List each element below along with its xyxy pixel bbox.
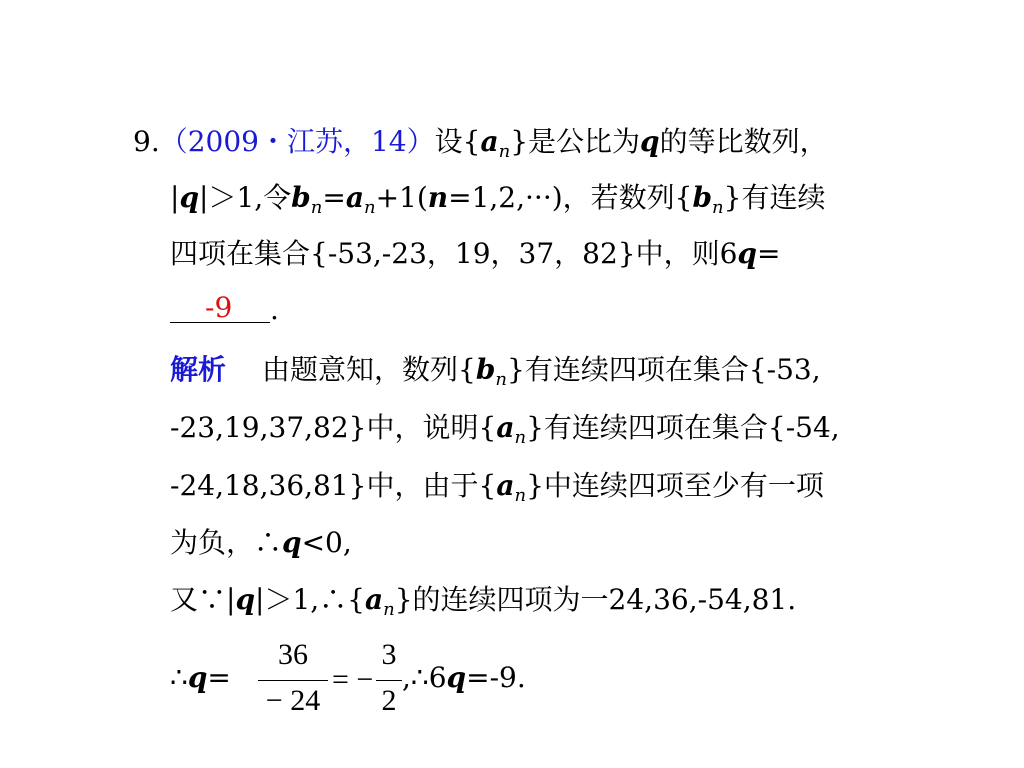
fraction-3-over-2 [376,638,402,722]
text: 为负，∴ [170,526,283,559]
fraction-bar [258,680,328,681]
text: <0, [301,526,352,559]
var-b: b [291,181,311,214]
fraction-numerator: 3 [381,638,397,671]
problem-line-3 [170,236,780,272]
sub-n: n [310,197,323,218]
solution-line-1 [170,352,821,398]
sub-n: n [363,197,376,218]
text: }有连续 [723,181,826,214]
sub-n: n [514,427,527,448]
text: -24,18,36,81}中，由于{ [170,469,497,502]
var-q: q [235,583,256,616]
var-a: a [364,583,384,616]
text: }是公比为 [510,125,641,158]
var-q: q [282,526,302,559]
var-a: a [496,411,515,444]
text: 四项在集合{-53,-23，19，37，82}中，则6 [170,237,738,270]
var-b: b [475,353,496,386]
fraction-numerator: 36 [278,638,308,671]
text: }有连续四项在集合{-54, [526,411,840,444]
problem-number: 9. [133,125,160,158]
text: |＞1,令 [199,181,292,214]
fraction-bar [376,680,402,681]
text: }中连续四项至少有一项 [526,469,824,502]
text: . [270,293,279,326]
problem-line-2 [170,180,825,226]
solution-label: 解析 [170,353,227,386]
fraction-36-over-neg24 [258,638,328,722]
text: |＞1,∴{ [255,583,365,616]
solution-line-6-end [402,660,526,696]
sub-n: n [514,485,527,506]
var-q: q [179,181,200,214]
var-q: q [737,237,757,270]
text: -23,19,37,82}中，说明{ [170,411,497,444]
sub-n: n [495,369,508,390]
text: 的等比数列， [659,125,828,158]
text: = [207,661,231,694]
fraction-denominator: − 24 [265,684,321,717]
var-a: a [496,469,515,502]
text: 设{ [434,125,481,158]
sub-n: n [712,197,724,218]
solution-line-3 [170,468,824,514]
sub-n: n [498,141,511,162]
text: =-9. [466,661,526,694]
text: 又∵| [170,583,236,616]
text: | [170,181,180,214]
text: ∴ [170,661,188,694]
answer-value: -9 [205,291,233,324]
solution-line-5 [170,582,796,628]
text: 由题意知，数列{ [262,353,476,386]
fraction-denominator: 2 [381,684,397,717]
sub-n: n [383,599,395,620]
var-a: a [345,181,364,214]
text: = [322,181,346,214]
solution-line-2 [170,410,840,456]
text: ,∴6 [402,661,447,694]
problem-line-1 [133,124,828,170]
equals-minus: = − [332,663,374,696]
var-b: b [692,181,713,214]
text: =1,2,···)，若数列{ [448,181,693,214]
solution-line-6-start [170,660,231,696]
var-n: n [427,181,449,214]
text: }的连续四项为一24,36,-54,81. [394,583,797,616]
var-q: q [640,125,660,158]
var-q: q [446,661,467,694]
text: +1( [375,181,428,214]
var-a: a [480,125,499,158]
text: = [757,237,781,270]
var-q: q [187,661,208,694]
text: }有连续四项在集合{-53, [507,353,821,386]
problem-source: （2009・江苏，14） [159,125,435,158]
solution-line-4 [170,525,352,561]
